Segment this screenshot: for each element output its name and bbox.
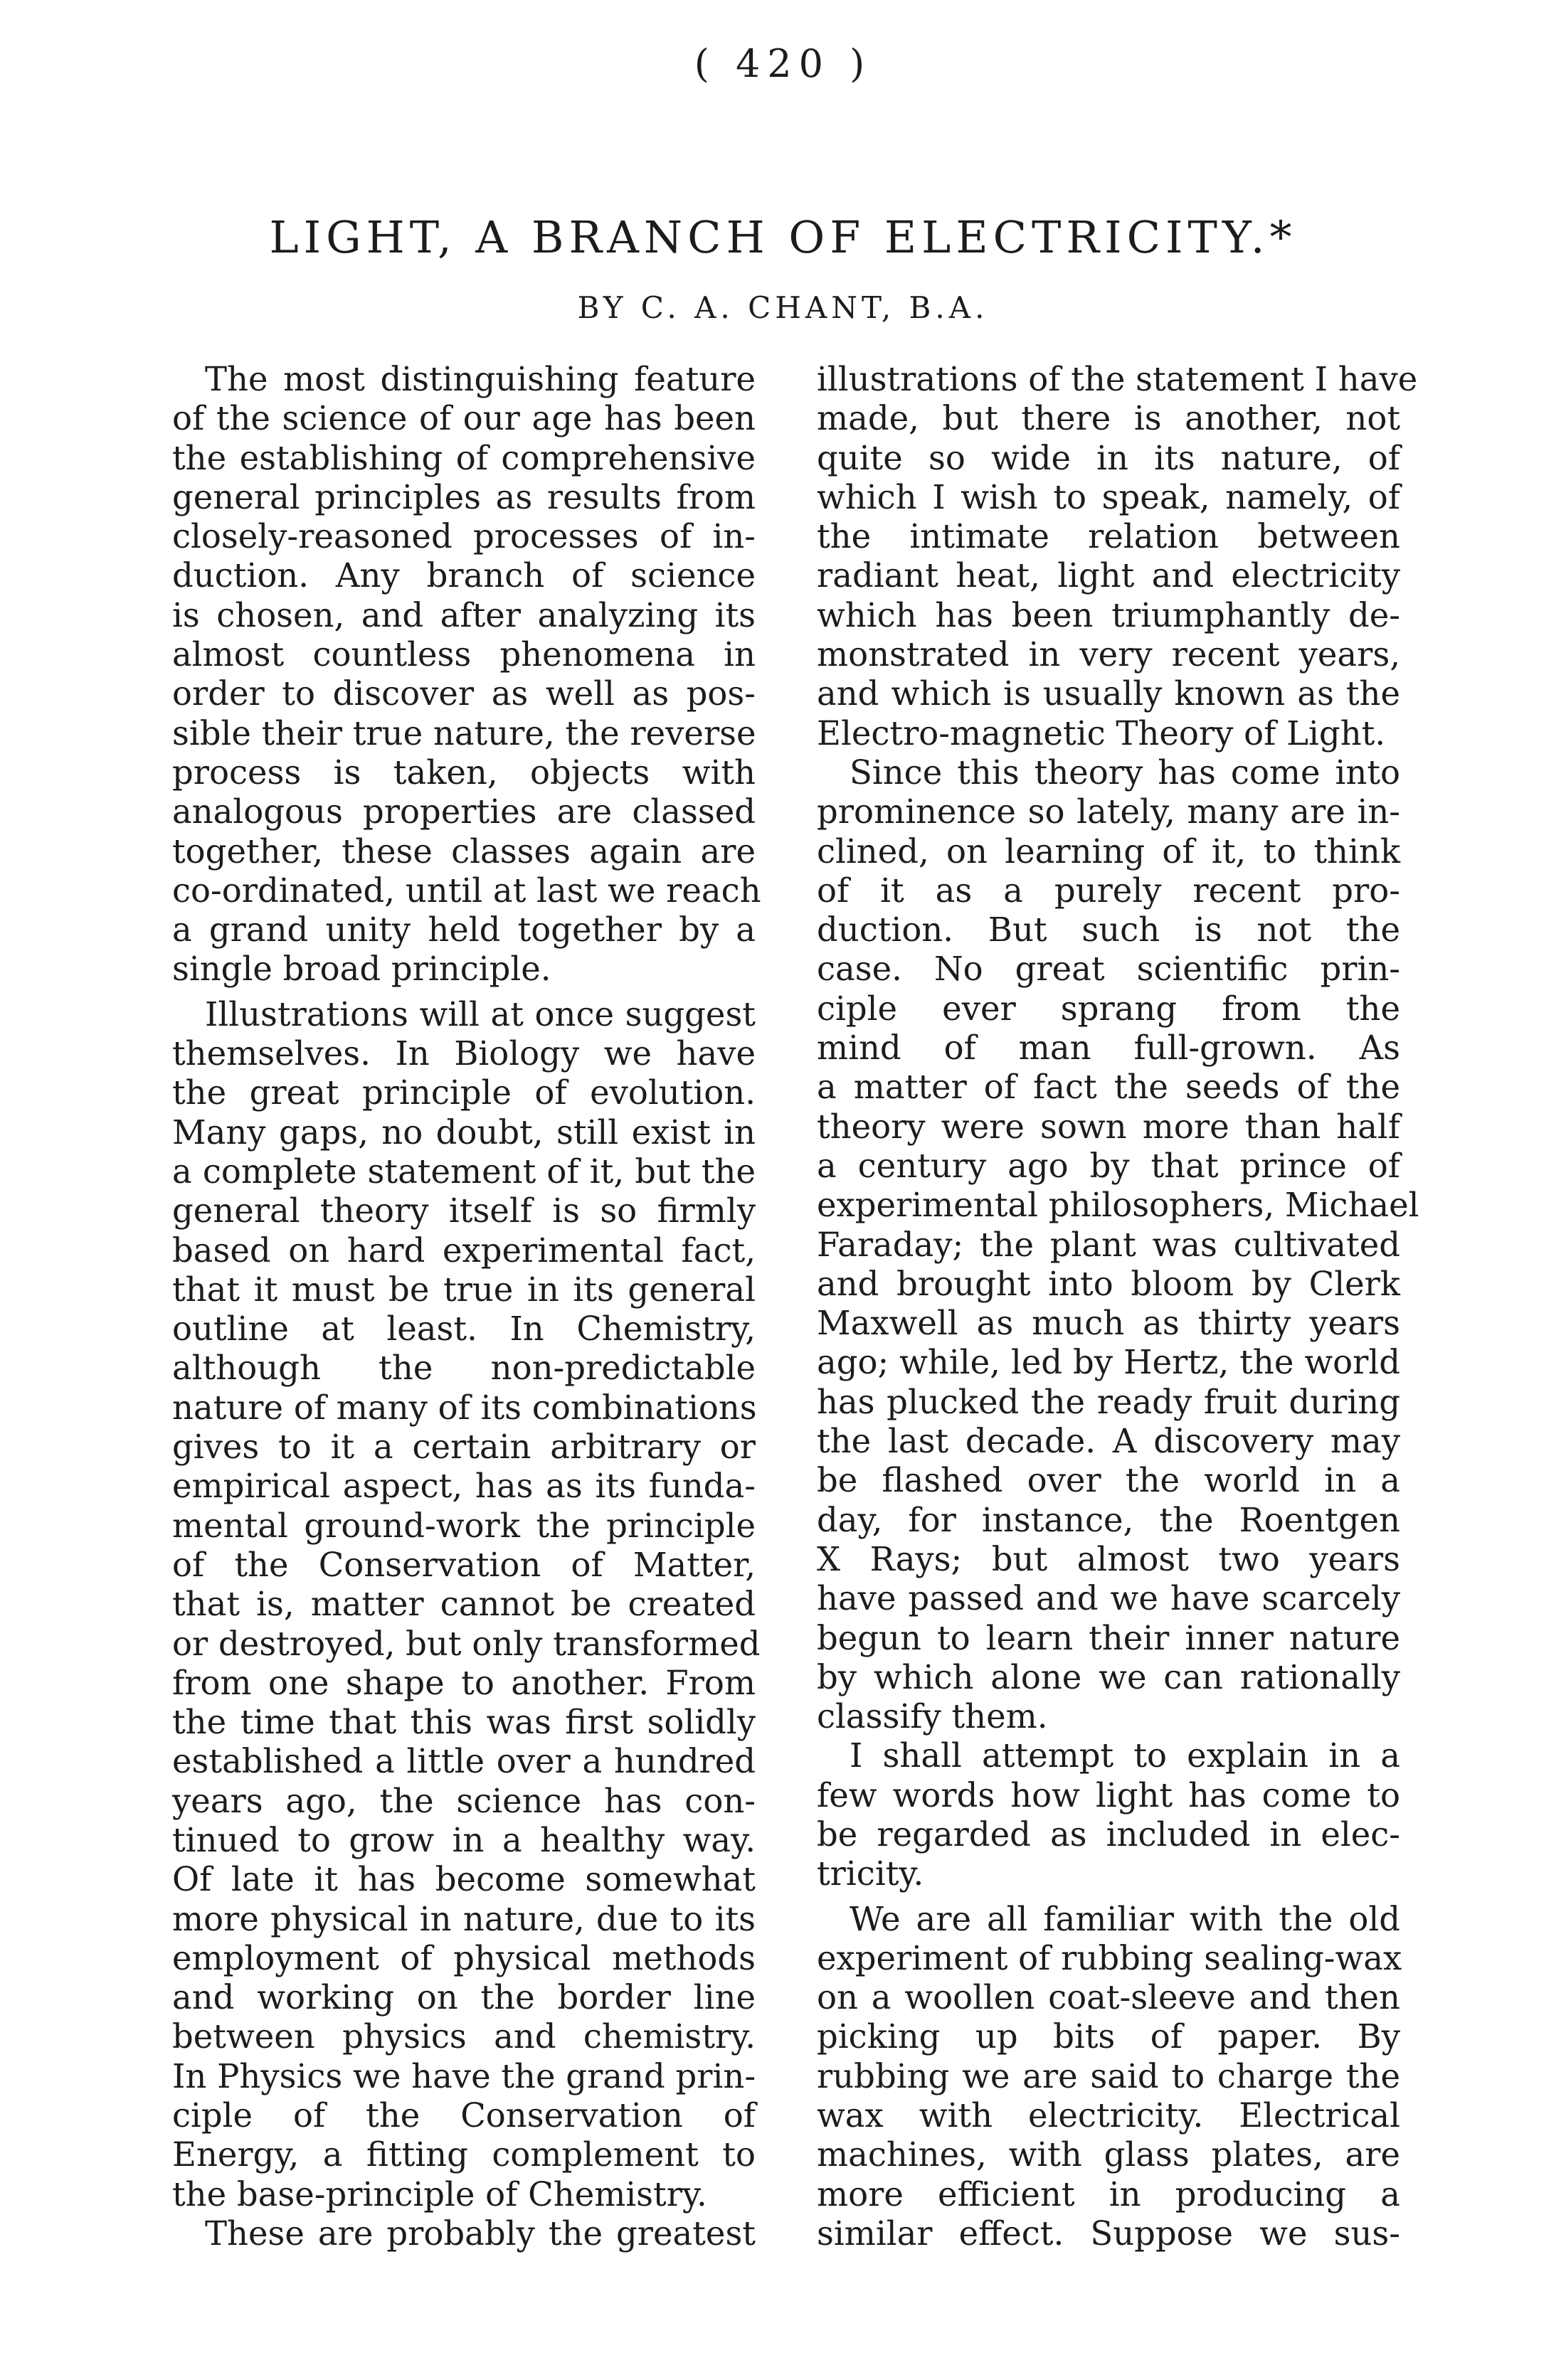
text-line: duction. Any branch of science <box>172 556 756 595</box>
text-line: machines, with glass plates, are <box>817 2135 1400 2174</box>
text-line: have passed and we have scarcely <box>817 1579 1400 1618</box>
text-line: picking up bits of paper. By <box>817 2017 1400 2056</box>
text-line: experiment of rubbing sealing-wax <box>817 1938 1402 1977</box>
text-line: established a little over a hundred <box>172 1742 756 1781</box>
right-column <box>817 360 1419 2253</box>
text-line: mind of man full-grown. As <box>817 1029 1400 1068</box>
article-title: LIGHT, A BRANCH OF ELECTRICITY.* <box>269 211 1297 263</box>
text-line: few words how light has come to <box>817 1775 1400 1815</box>
text-line: quite so wide in its nature, of <box>817 438 1400 477</box>
text-line: similar effect. Suppose we sus- <box>817 2214 1400 2253</box>
text-line: although the non-predictable <box>172 1349 756 1388</box>
text-line: outline at least. In Chemistry, <box>172 1309 756 1349</box>
text-line: that it must be true in its general <box>172 1270 756 1309</box>
text-line: and working on the border line <box>172 1978 756 2017</box>
text-line: made, but there is another, not <box>817 399 1400 438</box>
text-line: monstrated in very recent years, <box>817 635 1400 674</box>
text-line: analogous properties are classed <box>172 792 756 832</box>
text-line: more efficient in producing a <box>817 2174 1400 2214</box>
text-line: I shall attempt to explain in a <box>850 1736 1400 1775</box>
text-line: process is taken, objects with <box>172 753 756 792</box>
text-line: These are probably the greatest <box>205 2214 756 2253</box>
text-line: prominence so lately, many are in- <box>817 792 1400 832</box>
text-line: theory were sown more than half <box>817 1107 1400 1146</box>
text-line: clined, on learning of it, to think <box>817 832 1400 871</box>
text-line: In Physics we have the grand prin- <box>172 2056 756 2095</box>
text-line: ciple of the Conservation of <box>172 2096 756 2135</box>
text-line: empirical aspect, has as its funda- <box>172 1467 756 1506</box>
page-number: ( 420 ) <box>694 41 872 86</box>
text-line: the last decade. A discovery may <box>817 1422 1400 1461</box>
text-line: Energy, a fitting complement to <box>172 2135 756 2174</box>
text-line: of it as a purely recent pro- <box>817 871 1400 910</box>
text-line: based on hard experimental fact, <box>172 1231 756 1270</box>
text-line: radiant heat, light and electricity <box>817 556 1400 595</box>
text-line: a century ago by that prince of <box>817 1146 1400 1185</box>
text-line: case. No great scientific prin- <box>817 950 1400 989</box>
text-line: themselves. In Biology we have <box>172 1034 756 1073</box>
text-line: a complete statement of it, but the <box>172 1152 756 1191</box>
text-line: wax with electricity. Electrical <box>817 2096 1400 2135</box>
text-line: The most distinguishing feature <box>205 360 756 398</box>
text-line: Electro-magnetic Theory of Light. <box>817 713 1386 753</box>
text-line: years ago, the science has con- <box>172 1781 756 1820</box>
text-line: the establishing of comprehensive <box>172 438 756 477</box>
text-line: the great principle of evolution. <box>172 1073 756 1112</box>
text-line: by which alone we can rationally <box>817 1657 1400 1696</box>
text-line: together, these classes again are <box>172 832 756 871</box>
text-line: the base-principle of Chemistry. <box>172 2174 707 2214</box>
text-line: almost countless phenomena in <box>172 635 756 674</box>
text-line: is chosen, and after analyzing its <box>172 595 756 634</box>
text-line: gives to it a certain arbitrary or <box>172 1428 756 1467</box>
text-line: be flashed over the world in a <box>817 1461 1400 1500</box>
text-line: that is, matter cannot be created <box>172 1585 756 1624</box>
text-line: illustrations of the statement I have <box>817 360 1418 398</box>
text-line: duction. But such is not the <box>817 910 1400 950</box>
text-line: mental ground-work the principle <box>172 1506 756 1545</box>
text-line: the time that this was first solidly <box>172 1703 756 1742</box>
text-line: tricity. <box>817 1854 924 1893</box>
text-line: which has been triumphantly de- <box>817 595 1400 634</box>
text-line: closely-reasoned processes of in- <box>172 517 756 556</box>
text-line: of the science of our age has been <box>172 399 756 438</box>
text-line: order to discover as well as pos- <box>172 674 756 713</box>
text-line: between physics and chemistry. <box>172 2017 756 2056</box>
text-line: a matter of fact the seeds of the <box>817 1068 1400 1107</box>
text-line: from one shape to another. From <box>172 1663 756 1702</box>
text-line: Maxwell as much as thirty years <box>817 1304 1400 1343</box>
text-line: co-ordinated, until at last we reach <box>172 871 761 910</box>
text-line: Since this theory has come into <box>850 753 1400 792</box>
left-column <box>172 360 761 2253</box>
text-line: on a woollen coat-sleeve and then <box>817 1978 1400 2017</box>
text-line: X Rays; but almost two years <box>817 1539 1400 1578</box>
text-line: Many gaps, no doubt, still exist in <box>172 1112 756 1152</box>
text-line: classify them. <box>817 1697 1048 1736</box>
text-line: Faraday; the plant was cultivated <box>817 1225 1400 1264</box>
text-line: rubbing we are said to charge the <box>817 2056 1400 2095</box>
text-line: employment of physical methods <box>172 1938 756 1977</box>
text-line: day, for instance, the Roentgen <box>817 1500 1400 1539</box>
text-line: ago; while, led by Hertz, the world <box>817 1343 1400 1382</box>
text-line: Of late it has become somewhat <box>172 1860 756 1899</box>
text-line: experimental philosophers, Michael <box>817 1186 1419 1225</box>
text-line: general principles as results from <box>172 477 756 516</box>
text-line: Illustrations will at once suggest <box>205 994 756 1034</box>
text-line: and which is usually known as the <box>817 674 1400 713</box>
text-line: or destroyed, but only transformed <box>172 1624 761 1663</box>
text-line: nature of many of its combinations <box>172 1388 757 1427</box>
text-line: single broad principle. <box>172 950 551 989</box>
byline: BY C. A. CHANT, B.A. <box>577 290 989 325</box>
text-line: tinued to grow in a healthy way. <box>172 1820 756 1859</box>
text-line: general theory itself is so firmly <box>172 1191 756 1231</box>
text-line: sible their true nature, the reverse <box>172 713 756 753</box>
text-line: has plucked the ready fruit during <box>817 1382 1400 1421</box>
text-line: a grand unity held together by a <box>172 910 756 950</box>
text-line: We are all familiar with the old <box>850 1899 1400 1938</box>
text-line: ciple ever sprang from the <box>817 989 1400 1028</box>
text-line: be regarded as included in elec- <box>817 1815 1400 1854</box>
text-line: more physical in nature, due to its <box>172 1899 756 1938</box>
text-line: and brought into bloom by Clerk <box>817 1264 1400 1303</box>
text-line: which I wish to speak, namely, of <box>817 477 1400 516</box>
text-line: begun to learn their inner nature <box>817 1618 1400 1657</box>
text-line: of the Conservation of Matter, <box>172 1545 756 1584</box>
text-line: the intimate relation between <box>817 517 1400 556</box>
